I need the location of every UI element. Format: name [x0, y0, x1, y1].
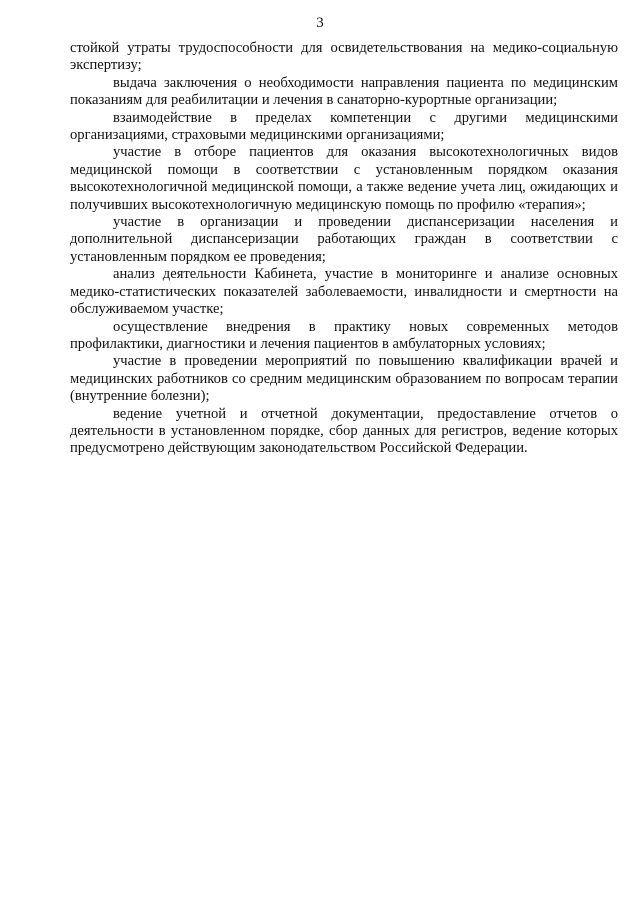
paragraph-activity-analysis: анализ деятельности Кабинета, участие в мониторинге и анализе основных медико-статистических показателей заболеваемости, инвалидности и смертности на обслуживаемом участке; — [70, 266, 618, 318]
paragraph-documentation: ведение учетной и отчетной документации, предоставление отчетов о деятельности в установленном порядке, сбор данных для регистров, ведение которых предусмотрено действующим законодательством Российской Федерации. — [70, 405, 618, 457]
paragraph-dispensarization: участие в организации и проведении диспансеризации населения и дополнительной диспансеризации работающих граждан в соответствии с установленным порядком ее проведения; — [70, 214, 618, 265]
paragraph-qualification: участие в проведении мероприятий по повышению квалификации врачей и медицинских работников со средним медицинским образованием по вопросам терапии (внутренние болезни); — [70, 353, 618, 405]
paragraph-referral-conclusion: выдача заключения о необходимости направления пациента по медицинским показаниям для реабилитации и лечения в санаторно-курортные организации; — [70, 74, 618, 109]
paragraph-continuation: стойкой утраты трудоспособности для освидетельствования на медико-социальную экспертизу; — [70, 40, 618, 74]
page-number: 3 — [316, 15, 324, 31]
paragraph-high-tech-care: участие в отборе пациентов для оказания высокотехнологичных видов медицинской помощи в соответствии с установленным порядком оказания высокотехнологичной медицинской помощи, а также ведение учета лиц, ожидающих и получивших высокотехнологичную медицинскую помощь по профилю «терапия»; — [70, 144, 618, 213]
document-body — [70, 40, 618, 458]
paragraph-interaction: взаимодействие в пределах компетенции с другими медицинскими организациями, страховыми медицинскими организациями; — [70, 109, 618, 144]
paragraph-new-methods: осуществление внедрения в практику новых современных методов профилактики, диагностики и лечения пациентов в амбулаторных условиях; — [70, 318, 618, 352]
